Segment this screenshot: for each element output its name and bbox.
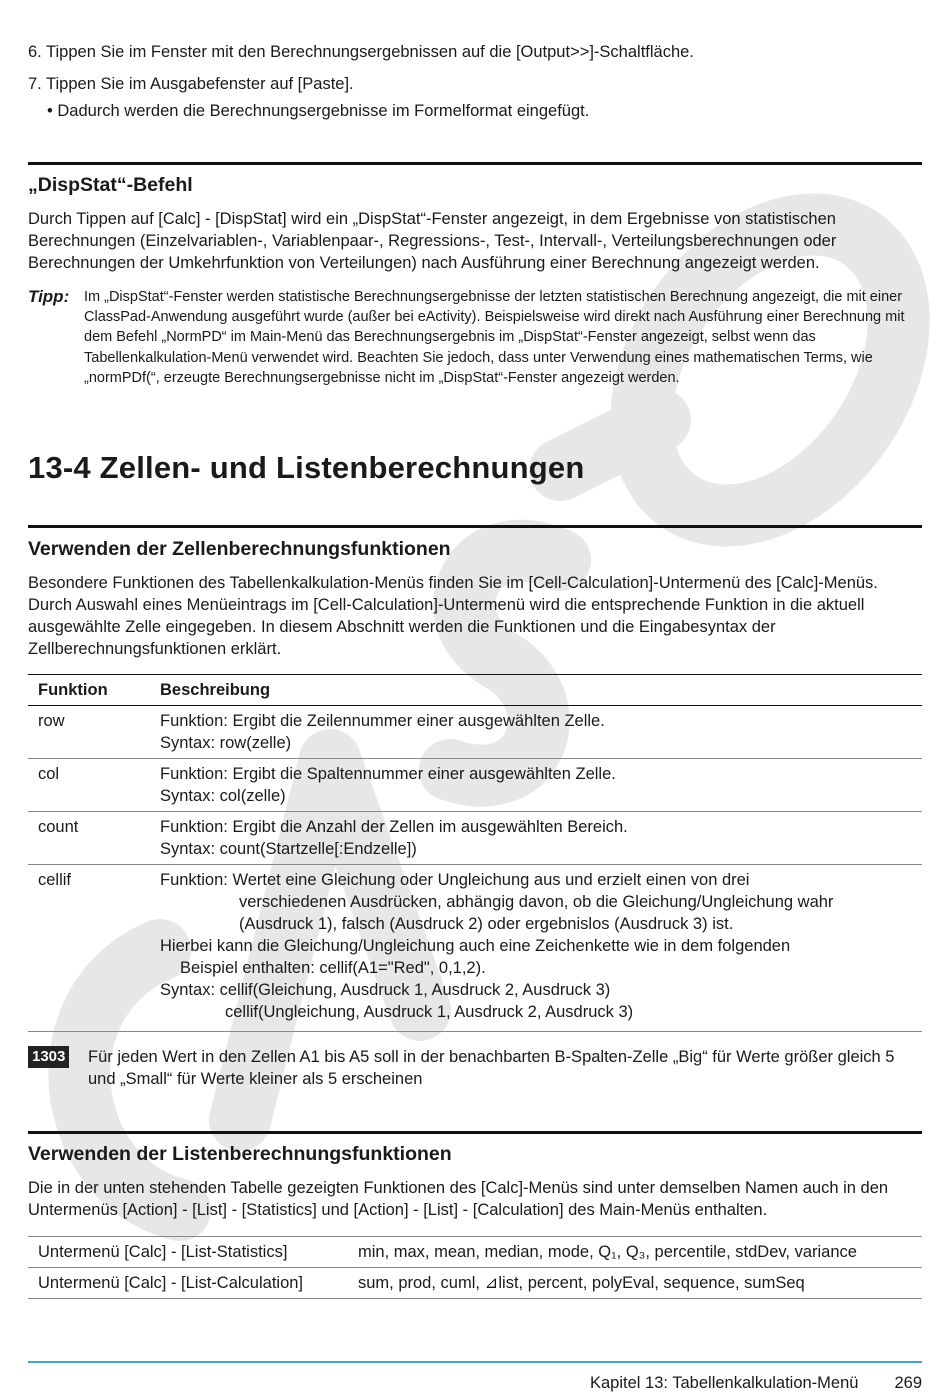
table-row bbox=[28, 865, 922, 1032]
section-rule bbox=[28, 1131, 922, 1134]
step-7-text: 7. Tippen Sie im Ausgabefenster auf [Paste]. bbox=[28, 75, 354, 93]
table-row bbox=[28, 1237, 922, 1268]
function-table bbox=[28, 674, 922, 1032]
list-function-table bbox=[28, 1236, 922, 1299]
submenu-name: Untermenü [Calc] - [List-Statistics] bbox=[28, 1237, 348, 1268]
tip-label: Tipp: bbox=[28, 287, 70, 306]
example-badge[interactable]: 1303 bbox=[28, 1046, 69, 1068]
step-7-note: • Dadurch werden die Berechnungsergebnisse im Formelformat eingefügt. bbox=[47, 102, 590, 120]
function-name: row bbox=[28, 706, 150, 759]
table-row bbox=[28, 706, 922, 759]
chapter-title: 13-4 Zellen- und Listenberechnungen bbox=[28, 450, 585, 485]
description-line: Beispiel enthalten: cellif(A1="Red", 0,1,2). bbox=[180, 959, 486, 977]
description-line: Funktion: Ergibt die Zeilennummer einer ausgewählten Zelle. bbox=[160, 712, 605, 730]
function-description bbox=[150, 812, 922, 865]
section-rule bbox=[28, 162, 922, 165]
page-footer bbox=[590, 1374, 922, 1393]
dispstat-body: Durch Tippen auf [Calc] - [DispStat] wird ein „DispStat“-Fenster angezeigt, in dem Ergebnisse von statistischen Berechnungen (Einzelvariablen-, Variablenpaar-, Regressions-, Test-, Intervall-, Verteilungsberechnungen oder Berechnungen der Umkehrfunktion von Verteilungen) nach Ausführung einer Berechnung angezeigt werden. bbox=[28, 210, 837, 272]
footer-rule bbox=[28, 1361, 922, 1363]
submenu-functions: sum, prod, cuml, ⊿list, percent, polyEval, sequence, sumSeq bbox=[348, 1268, 922, 1299]
description-line: Funktion: Ergibt die Spaltennummer einer ausgewählten Zelle. bbox=[160, 765, 616, 783]
tip-text: Im „DispStat“-Fenster werden statistische Berechnungsergebnisse der letzten statistischen Berechnung angezeigt, die mit einer ClassPad-Anwendung ausgeführt wurde (außer bei eActivity). Beispielsweise wird direkt nach Ausführung einer Berechnung mit dem Befehl „NormPD“ im Main-Menü das Berechnungsergebnis im „DispStat“-Fenster angezeigt, selbst wenn das Tabellenkalkulation-Menü verwendet wird. Beachten Sie jedoch, dass unter Verwendung eines mathematischen Terms, wie „normPDf(“, erzeugte Berechnungsergebnisse nicht im „DispStat“-Fenster angezeigt werden. bbox=[84, 289, 905, 386]
cells-heading: Verwenden der Zellenberechnungsfunktionen bbox=[28, 538, 451, 560]
footer-chapter: Kapitel 13: Tabellenkalkulation-Menü bbox=[590, 1374, 859, 1392]
description-line: cellif(Ungleichung, Ausdruck 1, Ausdruck 2, Ausdruck 3) bbox=[225, 1003, 634, 1021]
function-description bbox=[150, 865, 922, 1032]
lists-body: Die in der unten stehenden Tabelle gezeigten Funktionen des [Calc]-Menüs sind unter demselben Namen auch in den Untermenüs [Action] - [List] - [Statistics] und [Action] - [List] - [Calculation] des Main-Menüs enthalten. bbox=[28, 1179, 889, 1219]
function-name: cellif bbox=[28, 865, 150, 1032]
function-description bbox=[150, 759, 922, 812]
description-line: Syntax: count(Startzelle[:Endzelle]) bbox=[160, 840, 417, 858]
cells-body: Besondere Funktionen des Tabellenkalkulation-Menüs finden Sie im [Cell-Calculation]-Untermenü des [Calc]-Menüs. Durch Auswahl eines Menüeintrags im [Cell-Calculation]-Untermenü wird die entsprechende Funktion in die aktuell ausgewählte Zelle eingegeben. In diesem Abschnitt werden die Funktionen und die Eingabesyntax der Zellberechnungsfunktionen erklärt. bbox=[28, 574, 878, 658]
table-header-row bbox=[28, 675, 922, 706]
header-funktion: Funktion bbox=[28, 675, 150, 706]
step-6-text: 6. Tippen Sie im Fenster mit den Berechnungsergebnissen auf die [Output>>]-Schaltfläche. bbox=[28, 43, 694, 61]
description-line: Funktion: Wertet eine Gleichung oder Ungleichung aus und erzielt einen von drei bbox=[160, 871, 750, 889]
table-row bbox=[28, 759, 922, 812]
function-name: count bbox=[28, 812, 150, 865]
lists-heading: Verwenden der Listenberechnungsfunktionen bbox=[28, 1143, 452, 1165]
description-line: Syntax: row(zelle) bbox=[160, 734, 292, 752]
description-line: verschiedenen Ausdrücken, abhängig davon, ob die Gleichung/Ungleichung wahr bbox=[239, 893, 834, 911]
table-row bbox=[28, 1268, 922, 1299]
header-beschreibung: Beschreibung bbox=[150, 675, 922, 706]
function-description bbox=[150, 706, 922, 759]
function-name: col bbox=[28, 759, 150, 812]
table-row bbox=[28, 812, 922, 865]
section-rule bbox=[28, 525, 922, 528]
page-number: 269 bbox=[894, 1374, 922, 1392]
description-line: Hierbei kann die Gleichung/Ungleichung auch eine Zeichenkette wie in dem folgenden bbox=[160, 937, 791, 955]
submenu-functions: min, max, mean, median, mode, Q₁, Q₃, percentile, stdDev, variance bbox=[348, 1237, 922, 1268]
description-line: Syntax: col(zelle) bbox=[160, 787, 286, 805]
submenu-name: Untermenü [Calc] - [List-Calculation] bbox=[28, 1268, 348, 1299]
description-line: Syntax: cellif(Gleichung, Ausdruck 1, Ausdruck 2, Ausdruck 3) bbox=[160, 981, 611, 999]
description-line: (Ausdruck 1), falsch (Ausdruck 2) oder ergebnislos (Ausdruck 3) ist. bbox=[239, 915, 734, 933]
example-text: Für jeden Wert in den Zellen A1 bis A5 soll in der benachbarten B-Spalten-Zelle „Big“ für Werte größer gleich 5 und „Small“ für Werte kleiner als 5 erscheinen bbox=[88, 1048, 895, 1088]
description-line: Funktion: Ergibt die Anzahl der Zellen im ausgewählten Bereich. bbox=[160, 818, 628, 836]
dispstat-heading: „DispStat“-Befehl bbox=[28, 174, 193, 196]
